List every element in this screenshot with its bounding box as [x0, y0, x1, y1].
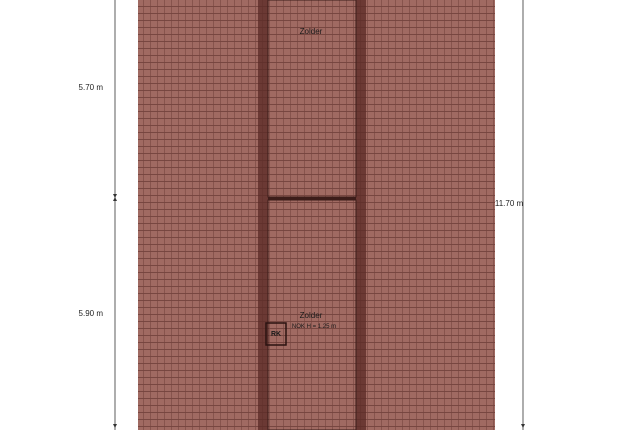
dimension-arrow-right-bottom — [521, 424, 525, 428]
dimension-left-lower: 5.90 m — [78, 309, 103, 318]
room-label-upper: Zolder — [299, 27, 323, 36]
dimension-arrow-left-mid-down — [113, 194, 117, 198]
rk-label: RK — [270, 331, 282, 338]
roof-ridge-band-right — [356, 0, 366, 430]
roof-surface — [138, 0, 495, 430]
dimension-left-upper: 5.70 m — [78, 83, 103, 92]
dimension-right-total: 11.70 m — [494, 199, 524, 208]
ridge-height-note: NOK H = 1.25 m — [291, 324, 337, 330]
room-label-lower: Zolder — [299, 311, 323, 320]
dimension-arrow-left-bottom — [113, 424, 117, 428]
roof-ridge-band-left — [258, 0, 268, 430]
